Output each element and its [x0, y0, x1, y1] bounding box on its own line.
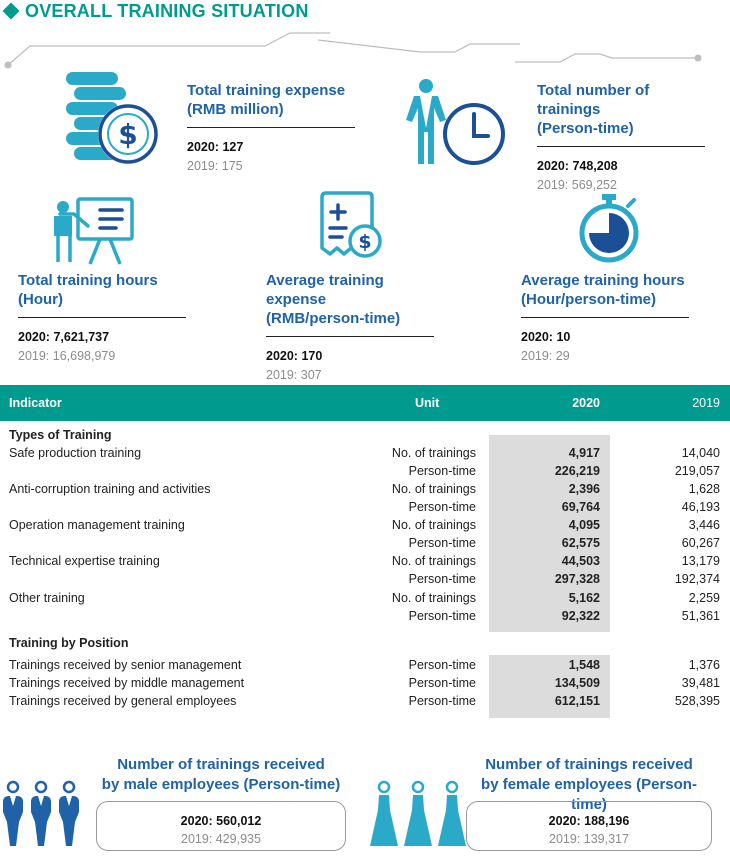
- row-value-2019: 219,057: [674, 464, 720, 478]
- row-unit: Person-time: [408, 572, 476, 586]
- row-value-2019: 60,267: [681, 536, 720, 550]
- table-row: [0, 591, 730, 609]
- person-clock-icon: [400, 78, 512, 168]
- gender-label: Number of trainings received: [485, 756, 693, 773]
- stat-label: Total number of trainings: [537, 82, 650, 118]
- table-section-heading: [0, 636, 730, 654]
- stat-value-2020: 2020: 127: [187, 140, 244, 154]
- stopwatch-icon: [576, 192, 642, 264]
- gender-label: Number of trainings received: [117, 756, 325, 773]
- stat-label-unit: (Person-time): [537, 120, 634, 137]
- row-value-2020: 134,509: [554, 676, 600, 690]
- table-row: [0, 446, 730, 464]
- row-indicator: Trainings received by senior management: [9, 658, 242, 672]
- table-row: [0, 572, 730, 590]
- row-unit: Person-time: [408, 609, 476, 623]
- row-value-2020: 5,162: [568, 591, 600, 605]
- row-value-2019: 51,361: [681, 609, 720, 623]
- receipt-dollar-icon: [318, 191, 384, 263]
- table-row: [0, 676, 730, 694]
- row-indicator: Operation management training: [9, 518, 185, 532]
- row-value-2019: 1,628: [688, 482, 720, 496]
- row-unit: Person-time: [408, 536, 476, 550]
- row-value-2019: 2,259: [688, 591, 720, 605]
- row-unit: Person-time: [408, 676, 476, 690]
- row-unit: No. of trainings: [391, 554, 476, 568]
- stat-label-unit: (Hour): [18, 291, 63, 308]
- value-2020: 2020: 560,012: [180, 814, 262, 828]
- row-unit: Person-time: [408, 694, 476, 708]
- stat-value-2019: 2019: 569,252: [537, 178, 617, 192]
- row-value-2020: 1,548: [568, 658, 600, 672]
- row-indicator: Other training: [9, 591, 85, 605]
- stat-average-hours: [521, 271, 689, 363]
- svg-text:$: $: [358, 231, 372, 253]
- stat-value-2019: 2019: 175: [187, 159, 243, 173]
- divider: [18, 317, 186, 318]
- gender-label-unit: by female employees (Person-time): [481, 776, 697, 813]
- table-row: [0, 554, 730, 572]
- row-value-2019: 46,193: [681, 500, 720, 514]
- row-indicator: Technical expertise training: [9, 554, 160, 568]
- svg-text:$: $: [118, 118, 138, 151]
- female-trainings-block: [466, 755, 712, 846]
- stat-label-unit: (RMB/person-time): [266, 310, 401, 327]
- divider: [537, 146, 705, 147]
- table-row: [0, 500, 730, 518]
- table-header: [0, 385, 730, 421]
- row-value-2020: 226,219: [554, 464, 600, 478]
- header-indicator: Indicator: [9, 396, 62, 410]
- male-trainings-block: [96, 755, 346, 846]
- row-indicator: Trainings received by general employees: [9, 694, 237, 708]
- section-title: OVERALL TRAINING SITUATION: [25, 0, 309, 21]
- row-unit: Person-time: [408, 658, 476, 672]
- stat-total-expense: [187, 81, 355, 173]
- stat-value-2019: 2019: 307: [266, 368, 322, 382]
- row-unit: No. of trainings: [391, 518, 476, 532]
- value-2019: 2019: 429,935: [181, 832, 261, 846]
- row-unit: No. of trainings: [391, 482, 476, 496]
- row-value-2020: 44,503: [561, 554, 600, 568]
- stat-label-unit: (Hour/person-time): [521, 291, 656, 308]
- gender-label-unit: by male employees (Person-time): [101, 776, 341, 793]
- male-employees-icon: [0, 780, 84, 848]
- row-value-2020: 2,396: [568, 482, 600, 496]
- stat-value-2020: 2020: 7,621,737: [18, 330, 110, 344]
- training-table: [0, 385, 730, 421]
- row-value-2020: 612,151: [554, 694, 600, 708]
- row-indicator: Training by Position: [9, 636, 129, 650]
- table-row: [0, 694, 730, 712]
- row-value-2020: 62,575: [561, 536, 600, 550]
- row-unit: Person-time: [408, 500, 476, 514]
- divider: [187, 127, 355, 128]
- diamond-icon: [3, 3, 20, 20]
- row-indicator: Anti-corruption training and activities: [9, 482, 211, 496]
- stat-label: Average training expense: [266, 272, 384, 308]
- table-row: [0, 658, 730, 676]
- stat-value-2020: 2020: 748,208: [537, 159, 618, 173]
- table-row: [0, 609, 730, 627]
- row-value-2020: 4,095: [568, 518, 600, 532]
- row-unit: No. of trainings: [391, 591, 476, 605]
- value-card: [96, 801, 346, 851]
- table-row: [0, 482, 730, 500]
- row-value-2020: 92,322: [561, 609, 600, 623]
- stat-value-2020: 2020: 170: [266, 349, 323, 363]
- row-value-2019: 192,374: [674, 572, 720, 586]
- stat-label-unit: (RMB million): [187, 101, 284, 118]
- stat-value-2019: 2019: 16,698,979: [18, 349, 116, 363]
- stat-label: Total training expense: [187, 82, 346, 99]
- table-row: [0, 464, 730, 482]
- table-row: [0, 518, 730, 536]
- row-indicator: Safe production training: [9, 446, 142, 460]
- value-card: [466, 801, 712, 851]
- row-unit: No. of trainings: [391, 446, 476, 460]
- stat-total-hours: [18, 271, 186, 363]
- divider: [266, 336, 434, 337]
- stat-value-2019: 2019: 29: [521, 349, 570, 363]
- stat-value-2020: 2020: 10: [521, 330, 571, 344]
- header-2020: 2020: [572, 396, 600, 410]
- row-indicator: Types of Training: [9, 428, 112, 442]
- header-unit: Unit: [415, 396, 440, 410]
- stat-label: Total training hours: [18, 272, 158, 289]
- row-value-2020: 69,764: [561, 500, 600, 514]
- presenter-board-icon: [50, 196, 136, 266]
- row-value-2019: 528,395: [674, 694, 720, 708]
- divider: [521, 317, 689, 318]
- row-value-2019: 14,040: [681, 446, 720, 460]
- stat-average-expense: [266, 271, 434, 382]
- table-section-heading: [0, 428, 730, 446]
- value-2019: 2019: 139,317: [549, 832, 629, 846]
- table-row: [0, 536, 730, 554]
- row-value-2019: 1,376: [688, 658, 720, 672]
- stat-label: Average training hours: [521, 272, 685, 289]
- row-value-2020: 4,917: [568, 446, 600, 460]
- row-value-2019: 3,446: [688, 518, 720, 532]
- value-2020: 2020: 188,196: [548, 814, 630, 828]
- stat-total-trainings: [537, 81, 705, 192]
- header-2019: 2019: [692, 396, 720, 410]
- section-header: [2, 0, 309, 22]
- row-indicator: Trainings received by middle management: [9, 676, 245, 690]
- row-unit: Person-time: [408, 464, 476, 478]
- row-value-2019: 39,481: [681, 676, 720, 690]
- row-value-2020: 297,328: [554, 572, 600, 586]
- coins-icon: [64, 72, 162, 164]
- row-value-2019: 13,179: [681, 554, 720, 568]
- female-employees-icon: [370, 780, 470, 848]
